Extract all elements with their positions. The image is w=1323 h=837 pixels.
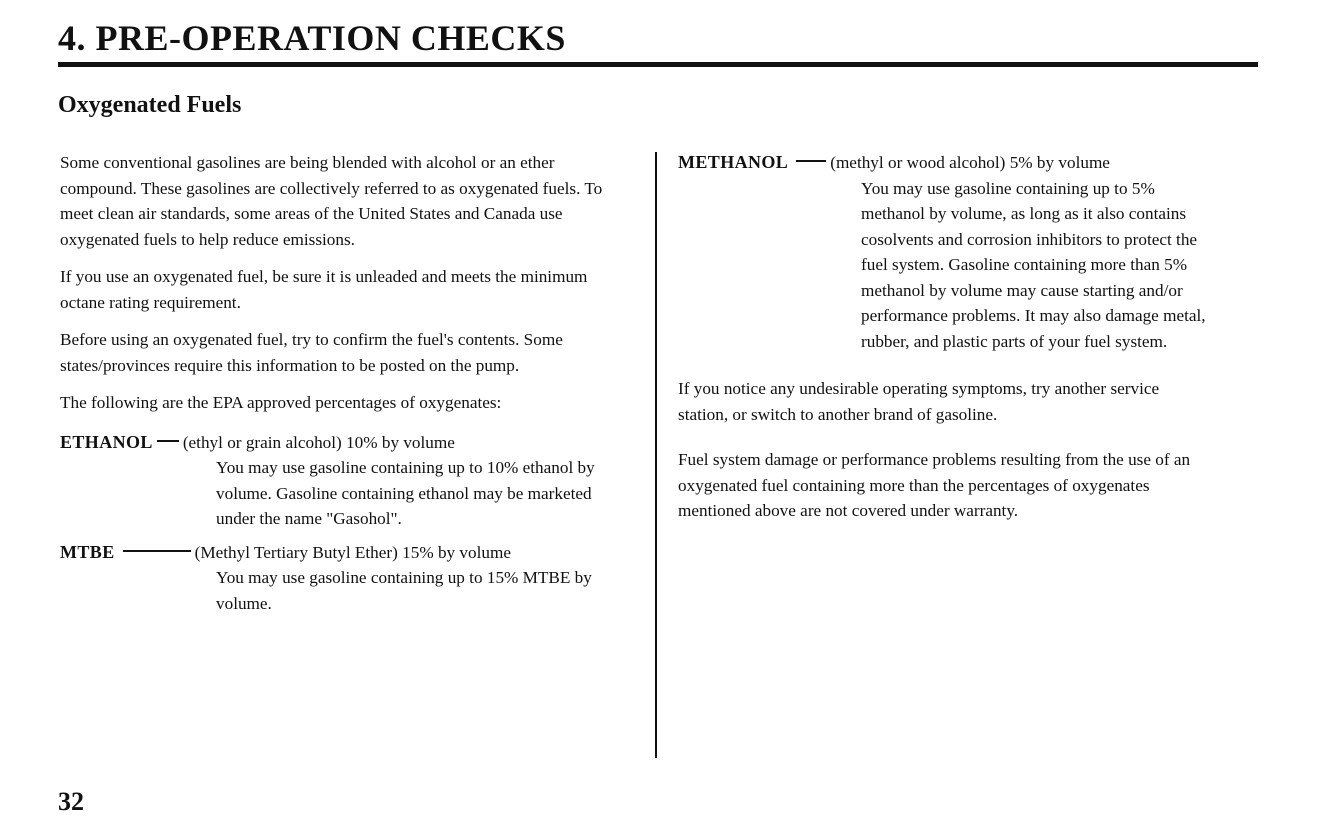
oxygenate-methanol [678,150,1238,354]
warranty-paragraph: Fuel system damage or performance problems resulting from the use of an oxygenated fuel containing more than the percentages of oxygenates mentioned above are not covered under warranty. [678,450,1191,520]
column-divider [655,152,657,758]
oxygenate-name: METHANOL [678,152,789,172]
oxygenate-heading [60,430,620,456]
title-rule [58,62,1258,67]
dash-separator [157,440,179,442]
oxygenate-heading [678,150,1238,176]
oxygenate-summary: (ethyl or grain alcohol) 10% by volume [182,432,455,452]
oxygenate-name: ETHANOL [60,431,153,452]
symptoms-paragraph: If you notice any undesirable operating symptoms, try another service station, or switch to another brand of gasoline. [678,379,1160,424]
confirm-contents-paragraph: Before using an oxygenated fuel, try to confirm the fuel's contents. Some states/provinces require this information to be posted on the pump. [60,330,563,375]
oxygenate-details: You may use gasoline containing up to 5% methanol by volume, as long as it also contains cosolvents and corrosion inhibitors to protect the fuel system. Gasoline containing more than 5% methanol by volume may cause starting and/or performance problems. It may also damage metal, rubber, and plastic parts of your fuel system. [861,178,1206,351]
unleaded-paragraph: If you use an oxygenated fuel, be sure it is unleaded and meets the minimum octane rating requirement. [60,267,588,312]
chapter-title: 4. PRE-OPERATION CHECKS [58,18,566,58]
oxygenate-summary: (methyl or wood alcohol) 5% by volume [830,153,1110,172]
dash-separator [796,160,826,162]
oxygenate-mtbe [60,540,620,617]
intro-paragraph: Some conventional gasolines are being blended with alcohol or an ether compound. These gasolines are collectively referred to as oxygenated fuels. To meet clean air standards, some areas of the United States and Canada use oxygenated fuels to help reduce emissions. [60,153,603,249]
oxygenate-ethanol [60,430,620,532]
left-column [60,150,620,616]
oxygenate-summary: (Methyl Tertiary Butyl Ether) 15% by volume [194,542,511,562]
oxygenate-details: You may use gasoline containing up to 15% MTBE by volume. [216,568,592,613]
right-column [678,150,1238,536]
page-number: 32 [58,787,84,816]
oxygenate-name: MTBE [60,541,115,562]
dash-separator [123,550,191,552]
section-title: Oxygenated Fuels [58,92,242,118]
oxygenate-details: You may use gasoline containing up to 10% ethanol by volume. Gasoline containing ethanol may be marketed under the name "Gasohol". [216,458,595,528]
oxygenate-heading [60,540,620,566]
epa-percentages-paragraph: The following are the EPA approved percentages of oxygenates: [60,393,502,412]
